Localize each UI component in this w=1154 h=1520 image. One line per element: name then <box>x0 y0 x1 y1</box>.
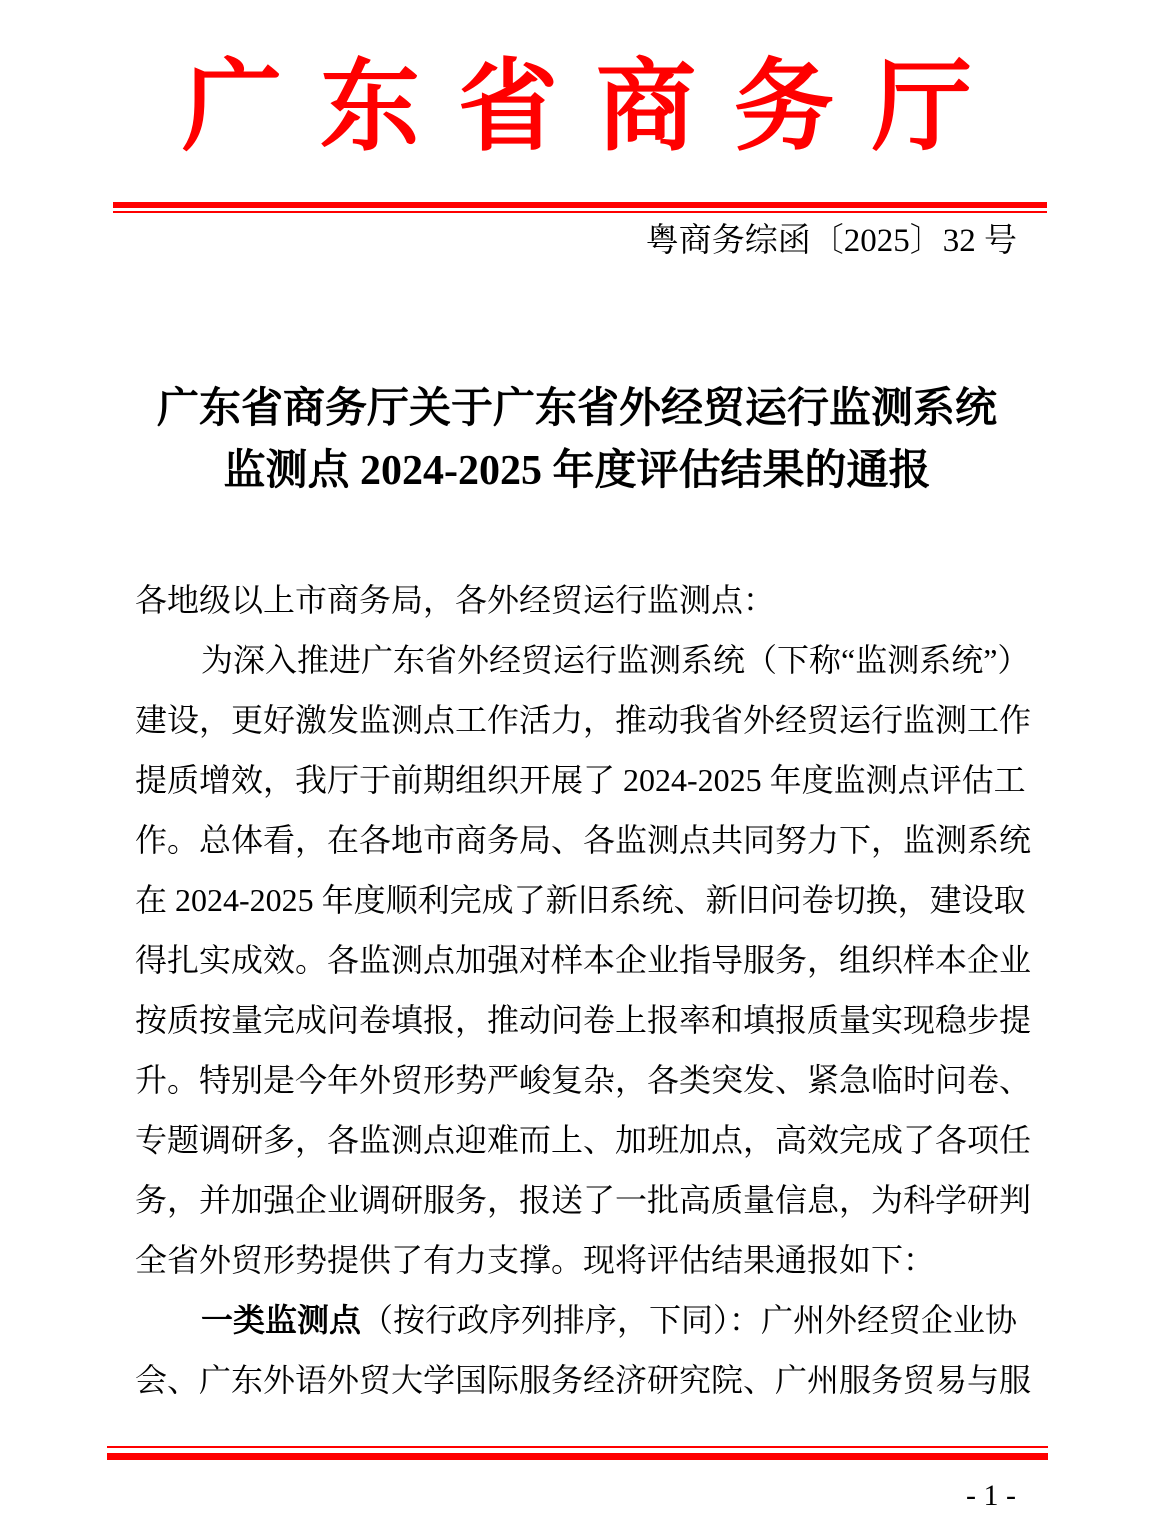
body-line: 专题调研多，各监测点迎难而上、加班加点，高效完成了各项任 <box>135 1122 1032 1158</box>
body-line: 作。总体看，在各地市商务局、各监测点共同努力下，监测系统 <box>135 822 1032 858</box>
page-number: - 1 - <box>966 1479 1016 1512</box>
category-one-text: （按行政序列排序，下同）：广州外经贸企业协 <box>361 1302 1018 1338</box>
category-one-label: 一类监测点 <box>201 1302 362 1338</box>
footer-separator <box>107 1446 1048 1460</box>
letterhead-separator <box>113 202 1047 213</box>
letterhead-agency-name: 广东省商务厅 <box>182 52 1010 163</box>
body-line: 全省外贸形势提供了有力支撑。现将评估结果通报如下： <box>135 1242 936 1278</box>
document-title-line2: 监测点 2024-2025 年度评估结果的通报 <box>223 448 931 494</box>
body-line: 在 2024-2025 年度顺利完成了新旧系统、新旧问卷切换，建设取 <box>135 882 1026 918</box>
body-line: 会、广东外语外贸大学国际服务经济研究院、广州服务贸易与服 <box>135 1362 1032 1398</box>
document-reference-number: 粤商务综函〔2025〕32 号 <box>645 223 1017 259</box>
body-line: 为深入推进广东省外经贸运行监测系统（下称“监测系统”） <box>201 642 1030 678</box>
separator-thin-line <box>107 1446 1048 1448</box>
body-line: 按质按量完成问卷填报，推动问卷上报率和填报质量实现稳步提 <box>135 1002 1032 1038</box>
document-title-line1: 广东省商务厅关于广东省外经贸运行监测系统 <box>156 386 997 432</box>
salutation-line: 各地级以上市商务局，各外经贸运行监测点： <box>135 582 776 618</box>
document-title <box>0 378 1154 502</box>
body-line: 升。特别是今年外贸形势严峻复杂，各类突发、紧急临时问卷、 <box>135 1062 1032 1098</box>
body-line: 提质增效，我厅于前期组织开展了 2024-2025 年度监测点评估工 <box>135 762 1026 798</box>
body-line: 建设，更好激发监测点工作活力，推动我省外经贸运行监测工作 <box>135 702 1032 738</box>
body-line: 务，并加强企业调研服务，报送了一批高质量信息，为科学研判 <box>135 1182 1032 1218</box>
body-line: 得扎实成效。各监测点加强对样本企业指导服务，组织样本企业 <box>135 942 1032 978</box>
separator-thick-line <box>107 1453 1048 1460</box>
category-one-line <box>135 1290 1025 1350</box>
separator-thin-line <box>113 211 1047 213</box>
separator-thick-line <box>113 202 1047 208</box>
document-body <box>135 570 1032 1410</box>
